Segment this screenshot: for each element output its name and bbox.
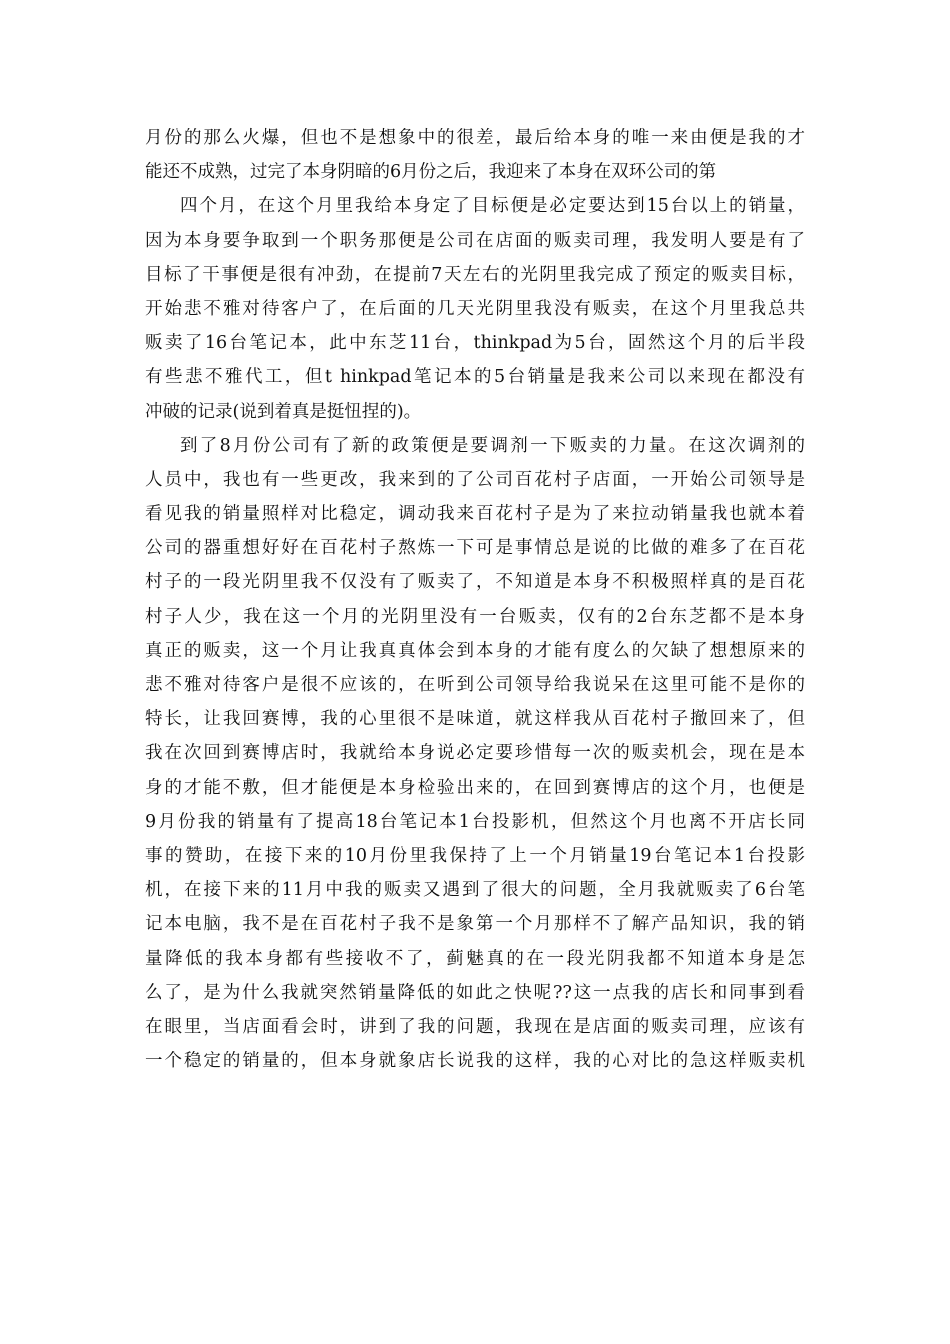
text-line: 事的赞助，在接下来的10月份里我保持了上一个月销量19台笔记本1台投影 [145, 845, 805, 866]
text-line: 记本电脑，我不是在百花村子我不是象第一个月那样不了解产品知识，我的销 [145, 914, 805, 935]
text-line: 一个稳定的销量的，但本身就象店长说我的这样，我的心对比的急这样贩卖机 [145, 1051, 805, 1072]
text-line: 村子的一段光阴里我不仅没有了贩卖了，不知道是本身不积极照样真的是百花 [145, 572, 805, 593]
text-line: 我在次回到赛博店时，我就给本身说必定要珍惜每一次的贩卖机会，现在是本 [145, 743, 805, 764]
text-line: 开始悲不雅对待客户了，在后面的几天光阴里我没有贩卖，在这个月里我总共 [145, 298, 805, 319]
text-line: 悲不雅对待客户是很不应该的，在听到公司领导给我说呆在这里可能不是你的 [145, 675, 805, 695]
text-line: 么了，是为什么我就突然销量降低的如此之快呢??这一点我的店长和同事到看 [145, 982, 805, 1003]
text-line: 9月份我的销量有了提高18台笔记本1台投影机，但然这个月也离不开店长同 [145, 811, 805, 832]
text-line: 在眼里，当店面看会时，讲到了我的问题，我现在是店面的贩卖司理，应该有 [145, 1016, 805, 1037]
text-line: 村子人少，我在这一个月的光阴里没有一台贩卖，仅有的2台东芝都不是本身 [145, 606, 805, 627]
text-line: 特长，让我回赛博，我的心里很不是味道，就这样我从百花村子撤回来了，但 [145, 709, 805, 730]
text-line: 冲破的记录(说到着真是挺忸捏的)。 [145, 401, 422, 422]
text-line: 有些悲不雅代工，但t hinkpad笔记本的5台销量是我来公司以来现在都没有 [145, 367, 805, 388]
text-line: 四个月，在这个月里我给本身定了目标便是必定要达到15台以上的销量， [180, 196, 805, 217]
text-line: 月份的那么火爆，但也不是想象中的很差，最后给本身的唯一来由便是我的才 [145, 128, 805, 148]
text-line: 目标了干事便是很有冲劲，在提前7天左右的光阴里我完成了预定的贩卖目标， [145, 264, 805, 285]
text-line: 公司的器重想好好在百花村子熬炼一下可是事情总是说的比做的难多了在百花 [145, 538, 805, 559]
text-line: 贩卖了16台笔记本，此中东芝11台，thinkpad为5台，固然这个月的后半段 [145, 333, 805, 354]
text-line: 看见我的销量照样对比稳定，调动我来百花村子是为了来拉动销量我也就本着 [145, 504, 805, 525]
text-line: 量降低的我本身都有些接收不了，蓟魅真的在一段光阴我都不知道本身是怎 [145, 948, 805, 969]
body-text [145, 121, 805, 1078]
text-line: 身的才能不敷，但才能便是本身检验出来的，在回到赛博店的这个月，也便是 [145, 777, 805, 798]
text-line: 真正的贩卖，这一个月让我真真体会到本身的才能有度么的欠缺了想想原来的 [145, 640, 805, 661]
text-line: 到了8月份公司有了新的政策便是要调剂一下贩卖的力量。在这次调剂的 [180, 435, 805, 456]
text-line: 机，在接下来的11月中我的贩卖又遇到了很大的问题，全月我就贩卖了6台笔 [145, 880, 805, 901]
text-line: 能还不成熟，过完了本身阴暗的6月份之后，我迎来了本身在双环公司的第 [145, 162, 717, 183]
text-line: 因为本身要争取到一个职务那便是公司在店面的贩卖司理，我发明人要是有了 [145, 230, 805, 251]
text-line: 人员中，我也有一些更改，我来到的了公司百花村子店面，一开始公司领导是 [145, 469, 805, 490]
